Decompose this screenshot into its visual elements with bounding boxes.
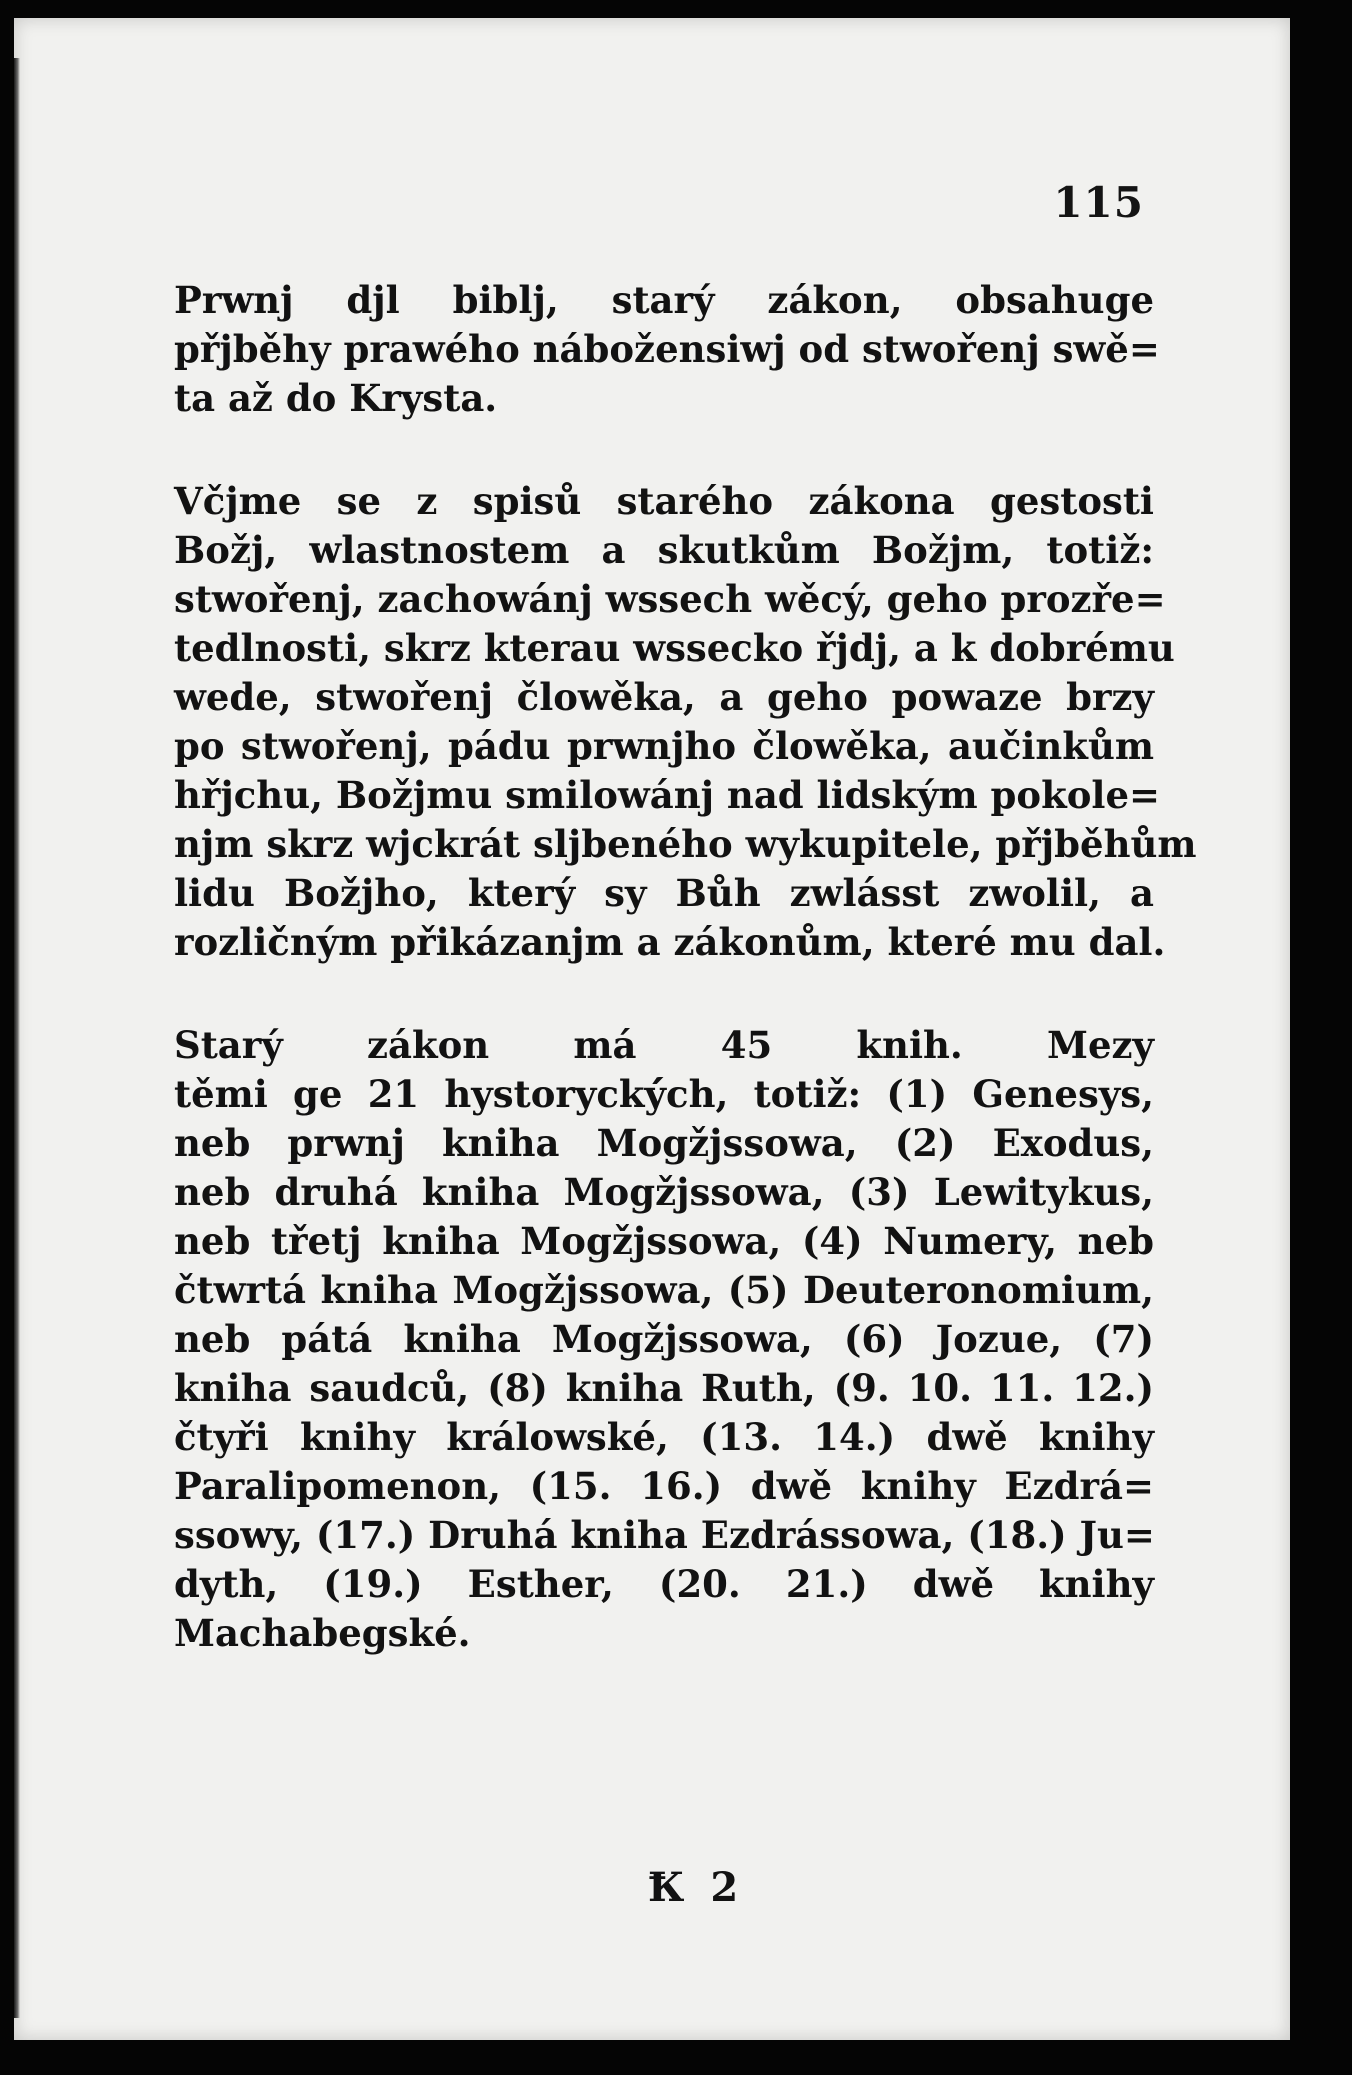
text-line: neb druhá kniha Mogžjssowa, (3) Lewitykus, bbox=[174, 1170, 1154, 1214]
paragraph-1 bbox=[174, 276, 1160, 423]
page-edge-shadow bbox=[14, 58, 20, 2018]
text-line: hřjchu, Božjmu smilowánj nad lidským pokole= bbox=[174, 773, 1160, 817]
text-line: Prwnj djl biblj, starý zákon, obsahuge bbox=[174, 278, 1154, 322]
text-line: těmi ge 21 hystorycký́ch, totiž: (1) Genesys, bbox=[174, 1072, 1154, 1116]
page-number: 115 bbox=[1053, 178, 1144, 227]
text-line: čtwrtá kniha Mogžjssowa, (5) Deuteronomium, bbox=[174, 1268, 1154, 1312]
text-line: wede, stwořenj člowěka, a geho powaze brzy bbox=[174, 675, 1154, 719]
text-line: ta až do Krysta. bbox=[174, 376, 498, 420]
text-line: Paralipomenon, (15. 16.) dwě knihy Ezdrá= bbox=[174, 1464, 1154, 1508]
paragraph-3 bbox=[174, 1021, 1154, 1658]
text-line: čtyři knihy králowské, (13. 14.) dwě knihy bbox=[174, 1415, 1154, 1459]
text-line: njm skrz wjckrát sljbeného wykupitele, přjběhům bbox=[174, 822, 1197, 866]
text-line: kniha saudců, (8) kniha Ruth, (9. 10. 11. 12.) bbox=[174, 1366, 1154, 1410]
signature-mark: Ꝁ 2 bbox=[648, 1864, 745, 1911]
text-line: Starý zákon má 45 knih. Mezy bbox=[174, 1023, 1154, 1067]
text-line: tedlnosti, skrz kterau wsseckо řjdj, a k dobrému bbox=[174, 626, 1175, 670]
text-line: Božj, wlastnostem a skutkům Božjm, totiž: bbox=[174, 528, 1154, 572]
body-text bbox=[174, 276, 1197, 1712]
text-line: dyth, (19.) Esther, (20. 21.) dwě knihy bbox=[174, 1562, 1154, 1606]
text-line: Machabegské. bbox=[174, 1611, 471, 1655]
text-line: rozličným přikázanjm a zákonům, které mu dal. bbox=[174, 920, 1166, 964]
text-line: neb pátá kniha Mogžjssowa, (6) Jozue, (7) bbox=[174, 1317, 1154, 1361]
book-page bbox=[14, 18, 1290, 2040]
text-line: stwořenj, zachowánj wssech wěcý, geho prozře= bbox=[174, 577, 1166, 621]
text-line: neb třetj kniha Mogžjssowa, (4) Numery, neb bbox=[174, 1219, 1154, 1263]
text-line: po stwořenj, pádu prwnjho člowěka, aučinkům bbox=[174, 724, 1154, 768]
text-line: ssowy, (17.) Druhá kniha Ezdrássowa, (18.) Ju= bbox=[174, 1513, 1155, 1557]
text-line: neb prwnj kniha Mogžjssowa, (2) Exodus, bbox=[174, 1121, 1154, 1165]
text-line: přjběhy prawého nábožensiwj od stwořenj swě= bbox=[174, 327, 1160, 371]
text-line: Včjme se z spisů starého zákona gestosti bbox=[174, 479, 1154, 523]
paragraph-2 bbox=[174, 477, 1197, 967]
text-line: lidu Božjho, který sy Bůh zwlásst zwolil, a bbox=[174, 871, 1154, 915]
